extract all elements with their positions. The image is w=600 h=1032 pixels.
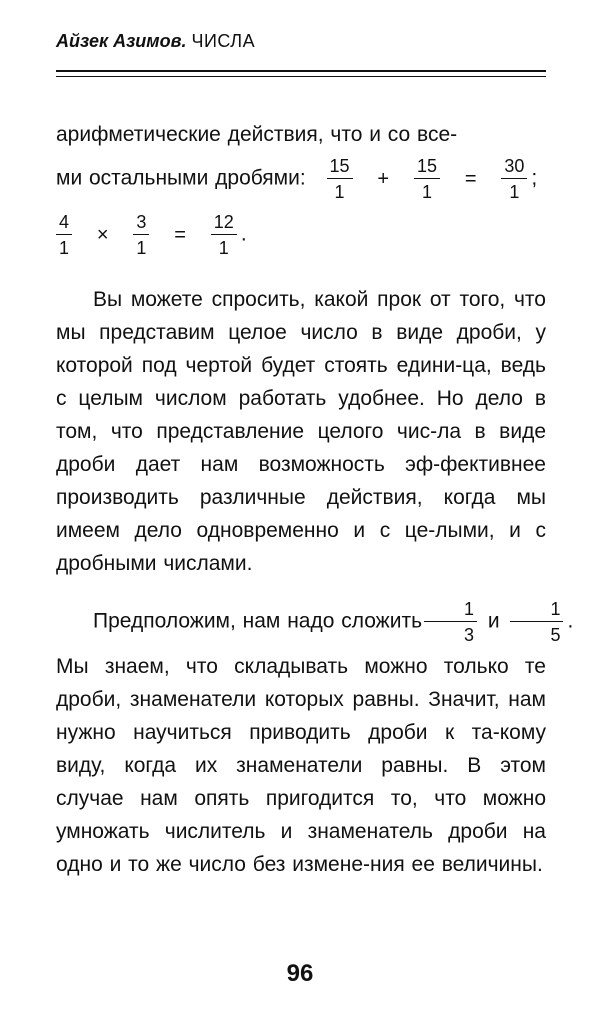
punctuation: . — [567, 609, 574, 633]
numerator: 30 — [501, 155, 527, 179]
paragraph-2: Вы можете спросить, какой прок от того, что мы представим целое число в виде дроби, у которой под чертой будет стоять едини-ца, ведь с целым числом работать удобнее. Но дело в том, что представление целого чис-ла в виде дроби дает нам возможность эф-фективнее производить различные действия, когда мы имеем дело одновременно и с це-лыми, и с дробными числами. — [56, 288, 546, 575]
paragraph-3 — [56, 598, 574, 646]
header-rule-thin — [56, 76, 546, 77]
fraction — [327, 155, 353, 203]
text-fragment: ми остальными дробями: — [56, 166, 306, 190]
header-rule-thick — [56, 70, 546, 72]
text-fragment: Предположим, нам надо сложить — [93, 609, 423, 633]
paragraph-4: Мы знаем, что складывать можно только те дроби, знаменатели которых равны. Значит, нам нужно научиться приводить дроби к та-кому виду, когда их знаменатели равны. В этом случае нам опять пригодится то, что можно умножать числитель и знаменатель дроби на одно и то же число без измене-ния ее величины. — [56, 655, 546, 876]
fraction-one-third — [424, 598, 477, 646]
denominator: 5 — [550, 625, 561, 645]
fraction — [133, 211, 149, 259]
plus-operator: + — [377, 167, 390, 190]
text-line: арифметические действия, что и со все- — [56, 123, 458, 146]
fraction — [56, 211, 72, 259]
denominator: 3 — [464, 625, 475, 645]
numerator: 3 — [133, 211, 149, 235]
text-fragment: и — [487, 609, 500, 633]
fraction-one-fifth — [510, 598, 563, 646]
running-header — [56, 30, 546, 52]
denominator: 1 — [218, 238, 229, 258]
numerator: 4 — [56, 211, 72, 235]
punctuation: . — [240, 222, 247, 246]
numerator: 1 — [424, 598, 477, 622]
denominator: 1 — [334, 182, 345, 202]
paragraph-1 — [56, 118, 546, 259]
denominator: 1 — [421, 182, 432, 202]
numerator: 15 — [414, 155, 440, 179]
denominator: 1 — [509, 182, 520, 202]
header-author: Айзек Азимов. — [56, 31, 187, 51]
numerator: 12 — [211, 211, 237, 235]
denominator: 1 — [136, 238, 147, 258]
equals-operator: = — [464, 167, 477, 190]
equals-operator: = — [174, 223, 186, 246]
numerator: 15 — [327, 155, 353, 179]
punctuation: ; — [531, 166, 538, 190]
equation-line-1 — [56, 155, 546, 203]
denominator: 1 — [59, 238, 70, 258]
equation-line-2 — [56, 211, 546, 259]
numerator: 1 — [510, 598, 563, 622]
fraction — [501, 155, 527, 203]
fraction — [211, 211, 237, 259]
fraction — [414, 155, 440, 203]
header-title: ЧИСЛА — [191, 31, 256, 51]
times-operator: × — [96, 223, 109, 246]
page-number: 96 — [286, 960, 314, 987]
